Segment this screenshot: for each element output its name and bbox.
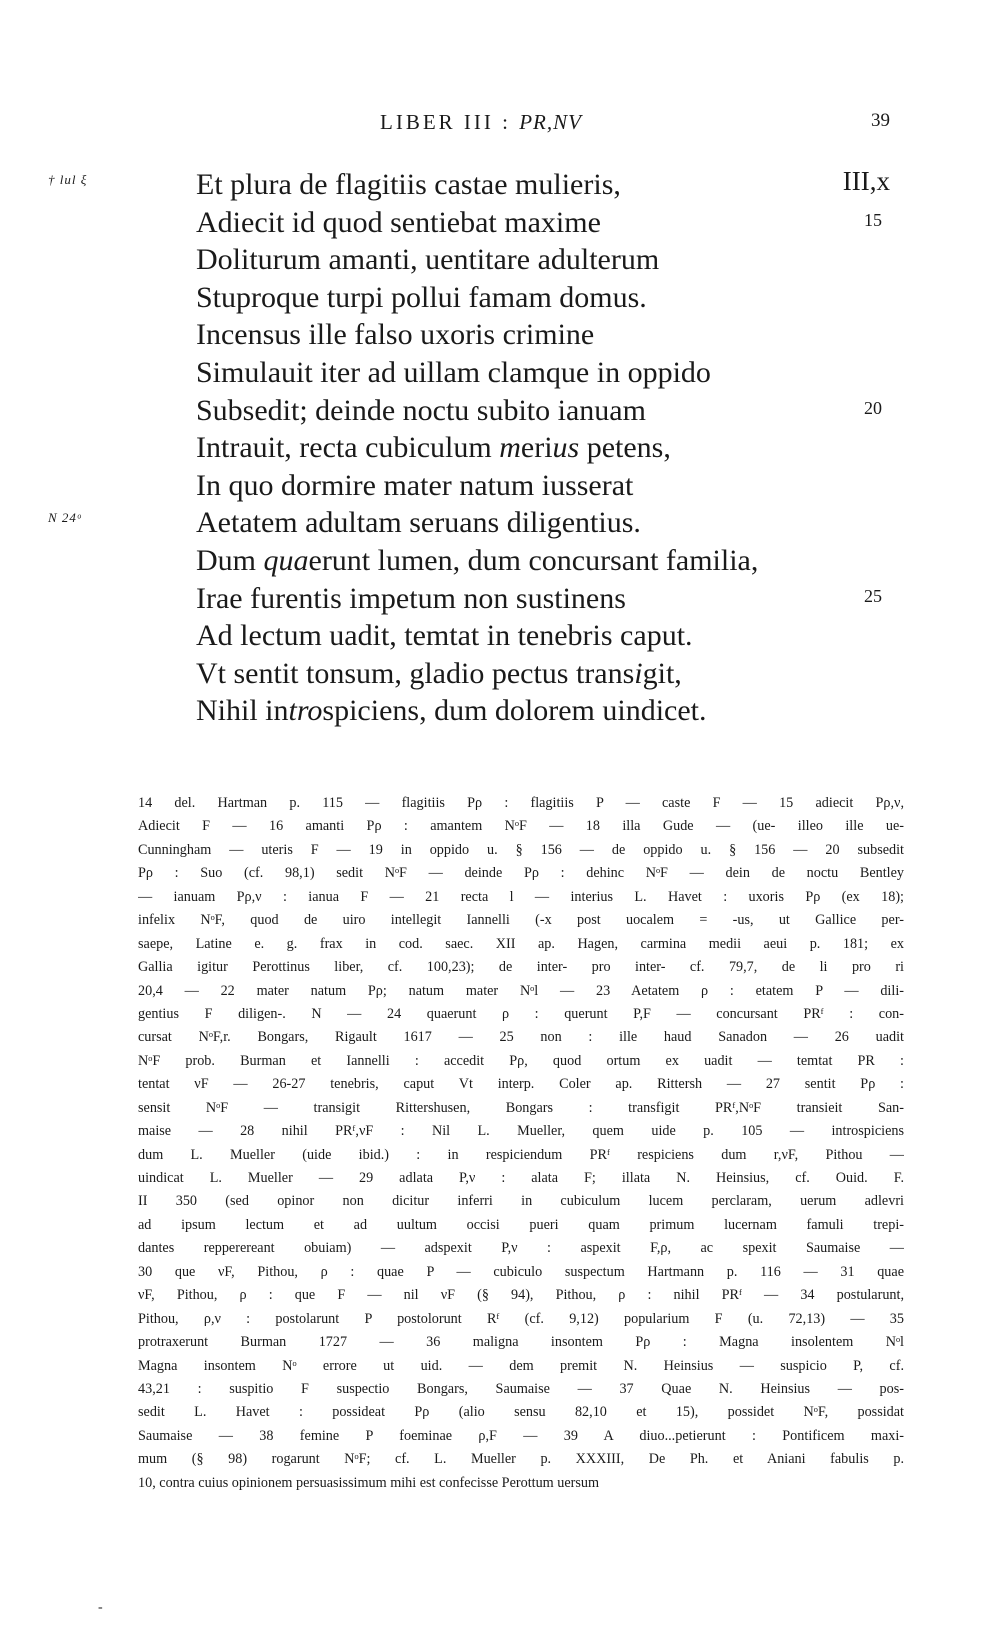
margin-mark: -	[98, 1600, 103, 1615]
apparatus-line: protraxerunt Burman 1727 — 36 maligna insontem Pρ : Magna insolentem Nᵒl	[138, 1334, 904, 1351]
verse-text: Dum quaerunt lumen, dum concursant familia,	[196, 543, 759, 577]
apparatus-line: sedit L. Havet : possideat Pρ (alio sensu 82,10 et 15), possidet NᵒF, possidat	[138, 1404, 904, 1421]
apparatus-line: ad ipsum lectum et ad uultum occisi pueri quam primum lucernam famuli trepi-	[138, 1216, 904, 1233]
verse-line	[0, 504, 1000, 542]
verse-text: In quo dormire mater natum iusserat	[196, 468, 634, 502]
verse-line	[0, 279, 1000, 317]
apparatus-line: Adiecit F — 16 amanti Pρ : amantem NᵒF — 18 illa Gude — (ue- illeo ille ue-	[138, 818, 904, 835]
apparatus-line: 43,21 : suspitio F suspectio Bongars, Saumaise — 37 Quae N. Heinsius — pos-	[138, 1380, 904, 1397]
running-head	[0, 110, 1000, 140]
page-number: 39	[871, 110, 890, 131]
apparatus-line: gentius F diligen-. N — 24 quaerunt ρ : querunt P,F — concursant PRᶠ : con-	[138, 1005, 904, 1022]
verse-text: Subsedit; deinde noctu subito ianuam	[196, 393, 646, 427]
running-title: LIBER III : PR,NV	[380, 110, 582, 134]
verse-line	[0, 392, 1000, 430]
apparatus-line: dantes repperereant obuiam) — adspexit P,ν : aspexit F,ρ, ac spexit Saumaise —	[138, 1240, 904, 1257]
verse-line	[0, 354, 1000, 392]
verse-text: Adiecit id quod sentiebat maxime	[196, 205, 601, 239]
poem-text	[0, 166, 1000, 730]
verse-line	[0, 655, 1000, 693]
verse-line	[0, 467, 1000, 505]
apparatus-line: dum L. Mueller (uide ibid.) : in respiciendum PRᶠ respiciens dum r,νF, Pithou —	[138, 1146, 904, 1163]
line-number: 15	[864, 209, 882, 230]
apparatus-line: Gallia igitur Perottinus liber, cf. 100,23); de inter- pro inter- cf. 79,7, de li pro ri	[138, 959, 904, 976]
apparatus-line: Cunningham — uteris F — 19 in oppido u. § 156 — de oppido u. § 156 — 20 subsedit	[138, 841, 904, 858]
apparatus-line: 14 del. Hartman p. 115 — flagitiis Pρ : flagitiis P — caste F — 15 adiecit Pρ,ν,	[138, 795, 904, 811]
apparatus-line: Magna insontem Nᵒ errore ut uid. — dem premit N. Heinsius — suspicio P, cf.	[138, 1357, 904, 1374]
apparatus-line: II 350 (sed opinor non dicitur inferri in cubiculum lucem perclaram, uerum adlevri	[138, 1193, 904, 1210]
left-margin-note: N 24ᵒ	[48, 510, 82, 526]
apparatus-line: saepe, Latine e. g. frax in cod. saec. XII ap. Hagen, carmina medii aeui p. 181; ex	[138, 935, 904, 952]
verse-text: Intrauit, recta cubiculum merius petens,	[196, 431, 671, 465]
verse-text: Ad lectum uadit, temtat in tenebris caput.	[196, 619, 693, 653]
apparatus-line: Saumaise — 38 femine P foeminae ρ,F — 39 A diuo...petierunt : Pontificem maxi-	[138, 1427, 904, 1444]
verse-line	[0, 316, 1000, 354]
apparatus-line: — ianuam Pρ,ν : ianua F — 21 recta l — interius L. Havet : uxoris Pρ (ex 18);	[138, 888, 904, 905]
apparatus-line: maise — 28 nihil PRᶠ,νF : Nil L. Mueller, quem uide p. 105 — introspiciens	[138, 1123, 904, 1140]
verse-text: Et plura de flagitiis castae mulieris,	[196, 168, 621, 201]
verse-line	[0, 204, 1000, 242]
apparatus-line: NᵒF prob. Burman et Iannelli : accedit Pρ, quod ortum ex uadit — temtat PR :	[138, 1052, 904, 1069]
apparatus-line: Pρ : Suo (cf. 98,1) sedit NᵒF — deinde Pρ : dehinc NᵒF — dein de noctu Bentley	[138, 865, 904, 882]
verse-text: Doliturum amanti, uentitare adulterum	[196, 243, 660, 277]
line-number: 25	[864, 585, 882, 606]
critical-apparatus	[138, 792, 904, 1495]
verse-text: Incensus ille falso uxoris crimine	[196, 318, 595, 352]
verse-text: Nihil introspiciens, dum dolorem uindicet.	[196, 694, 707, 728]
verse-line	[0, 692, 1000, 730]
verse-line	[0, 429, 1000, 467]
verse-line	[0, 166, 1000, 204]
verse-text: Aetatem adultam seruans diligentius.	[196, 506, 641, 540]
verse-line	[0, 617, 1000, 655]
apparatus-line: νF, Pithou, ρ : que F — nil νF (§ 94), Pithou, ρ : nihil PRᶠ — 34 postularunt,	[138, 1287, 904, 1304]
apparatus-line: 30 que νF, Pithou, ρ : quae P — cubiculo suspectum Hartmann p. 116 — 31 quae	[138, 1263, 904, 1280]
apparatus-line: cursat NᵒF,r. Bongars, Rigault 1617 — 25 non : ille haud Sanadon — 26 uadit	[138, 1029, 904, 1046]
apparatus-line: 20,4 — 22 mater natum Pρ; natum mater Nᵒl — 23 Aetatem ρ : etatem P — dili-	[138, 982, 904, 999]
apparatus-line: sensit NᵒF — transigit Rittershusen, Bongars : transfigit PRᶠ,NᵒF transieit San-	[138, 1099, 904, 1116]
apparatus-line: uindicat L. Mueller — 29 adlata P,ν : alata F; illata N. Heinsius, cf. Ouid. F.	[138, 1170, 904, 1186]
verse-line	[0, 580, 1000, 618]
verse-line	[0, 241, 1000, 279]
apparatus-line: Pithou, ρ,ν : postolarunt P postolorunt Rᶠ (cf. 9,12) popularium F (u. 72,13) — 35	[138, 1310, 904, 1327]
apparatus-line: infelix NᵒF, quod de uiro intellegit Iannelli (-x post uocalem = -us, ut Gallice per-	[138, 912, 904, 929]
left-margin-note: † lul ξ	[48, 172, 88, 187]
line-number: III,x	[842, 166, 890, 196]
verse-text: Stuproque turpi pollui famam domus.	[196, 280, 647, 314]
verse-text: Vt sentit tonsum, gladio pectus transigit,	[196, 656, 682, 690]
apparatus-line: mum (§ 98) rogarunt NᵒF; cf. L. Mueller p. XXXIII, De Ph. et Aniani fabulis p.	[138, 1451, 904, 1468]
verse-text: Simulauit iter ad uillam clamque in oppido	[196, 355, 711, 389]
line-number: 20	[864, 397, 882, 418]
apparatus-line: 10, contra cuius opinionem persuasissimum mihi est confecisse Perottum uersum	[138, 1474, 600, 1491]
running-title-sigla: PR,NV	[519, 110, 582, 134]
apparatus-line: tentat νF — 26-27 tenebris, caput Vt interp. Coler ap. Rittersh — 27 sentit Pρ :	[138, 1076, 904, 1093]
verse-text: Irae furentis impetum non sustinens	[196, 581, 626, 615]
verse-line	[0, 542, 1000, 580]
